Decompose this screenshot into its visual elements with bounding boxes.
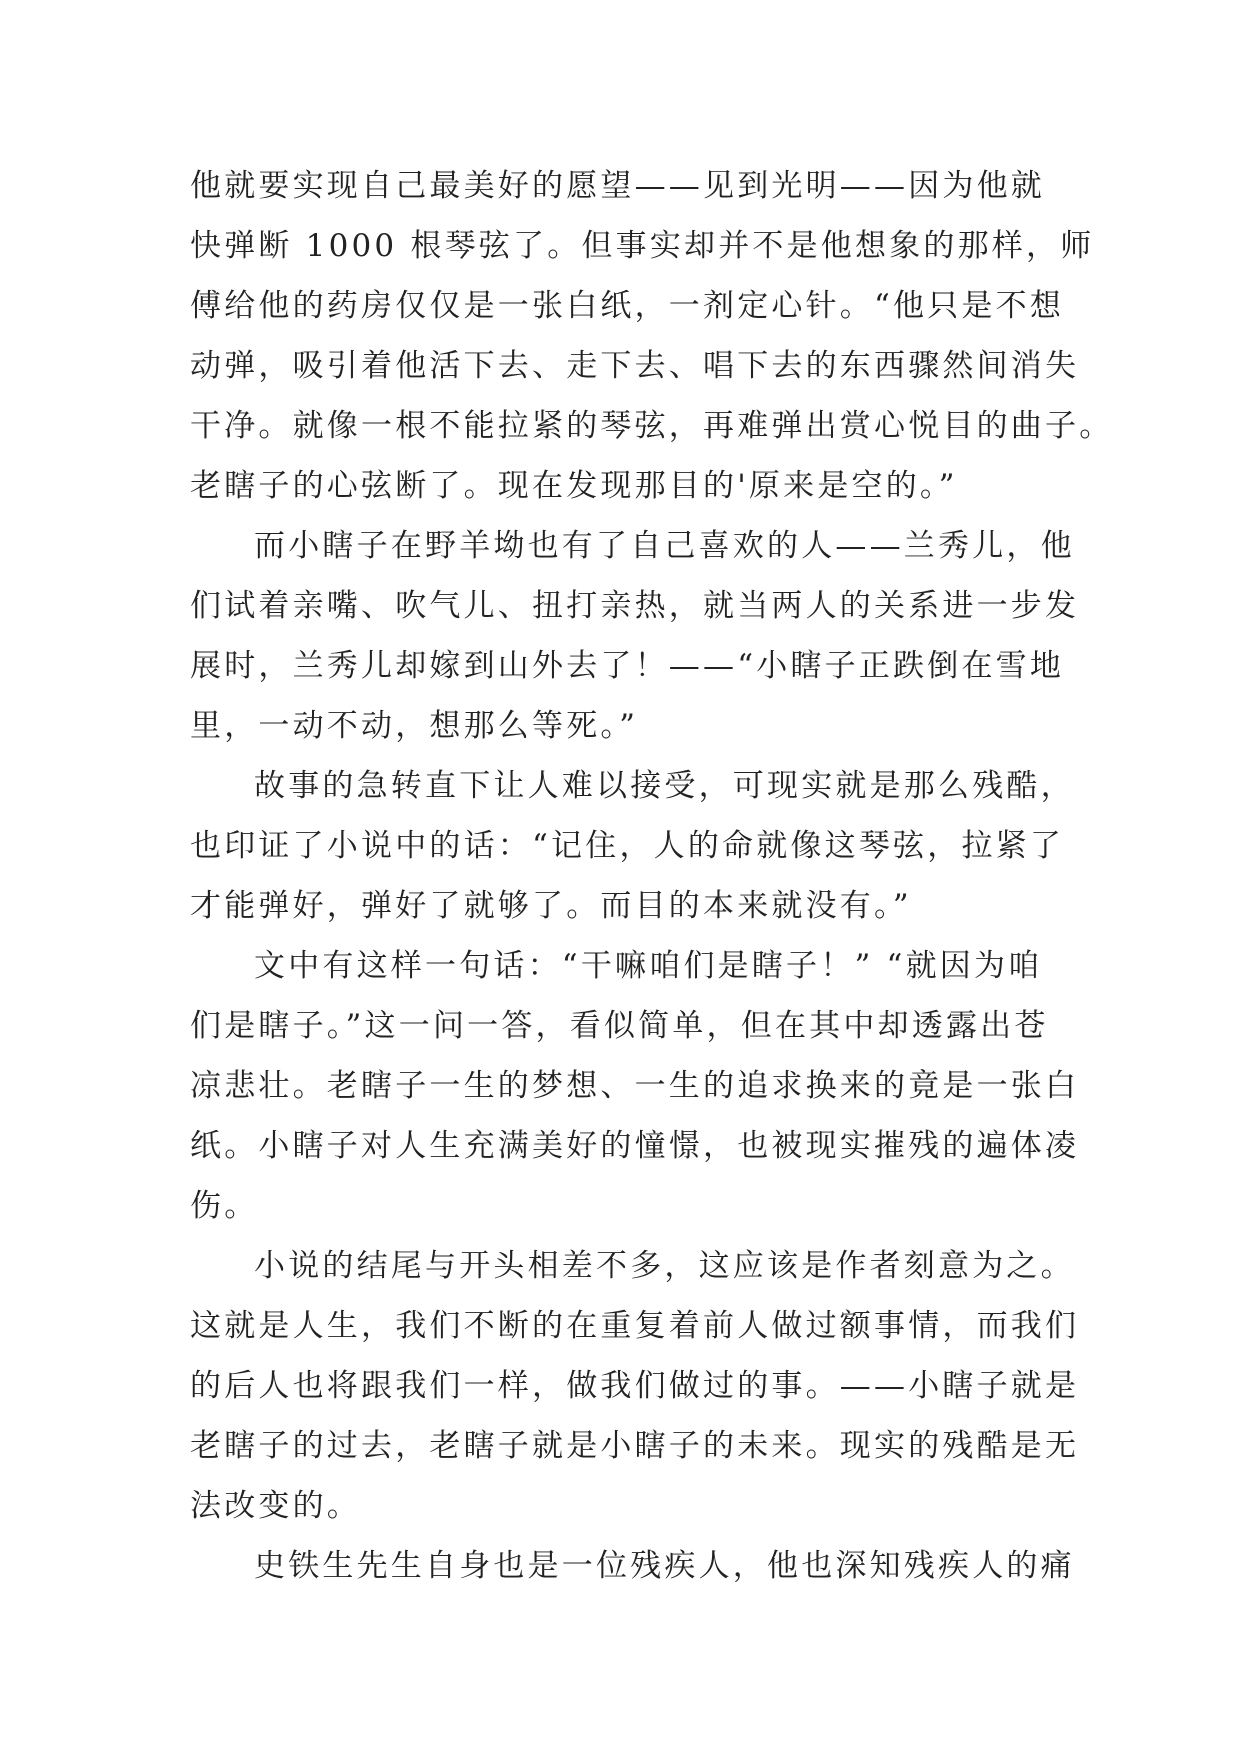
text-line: 纸。小瞎子对人生充满美好的憧憬，也被现实摧残的遍体凌 — [190, 1128, 1080, 1164]
paragraph-5 — [190, 1236, 1080, 1536]
paragraph-6 — [190, 1536, 1075, 1596]
text-line: 里，一动不动，想那么等死。” — [190, 708, 639, 744]
text-line: 也印证了小说中的话：“记住，人的命就像这琴弦，拉紧了 — [190, 828, 1065, 864]
text-line: 史铁生先生自身也是一位残疾人，他也深知残疾人的痛 — [254, 1548, 1075, 1584]
text-line: 而小瞎子在野羊坳也有了自己喜欢的人——兰秀儿，他 — [254, 528, 1075, 564]
text-line: 小说的结尾与开头相差不多，这应该是作者刻意为之。 — [254, 1248, 1075, 1284]
paragraph-2 — [190, 516, 1080, 756]
text-line: 法改变的。 — [190, 1488, 361, 1524]
document-page — [190, 156, 1114, 1596]
paragraph-3 — [190, 756, 1075, 936]
text-line: 老瞎子的心弦断了。现在发现那目的'原来是空的。” — [190, 468, 958, 504]
text-line: 傅给他的药房仅仅是一张白纸，一剂定心针。“他只是不想 — [190, 288, 1065, 324]
text-line: 展时，兰秀儿却嫁到山外去了！——“小瞎子正跌倒在雪地 — [190, 648, 1065, 684]
text-line: 们是瞎子。”这一问一答，看似简单，但在其中却透露出苍 — [190, 1008, 1049, 1044]
text-line: 文中有这样一句话：“干嘛咱们是瞎子！” “就因为咱 — [254, 948, 1043, 984]
text-line: 凉悲壮。老瞎子一生的梦想、一生的追求换来的竟是一张白 — [190, 1068, 1080, 1104]
paragraph-4 — [190, 936, 1080, 1236]
text-line: 伤。 — [190, 1188, 259, 1224]
text-line: 干净。就像一根不能拉紧的琴弦，再难弹出赏心悦目的曲子。 — [190, 408, 1114, 444]
text-line: 故事的急转直下让人难以接受，可现实就是那么残酷， — [254, 768, 1075, 804]
text-line: 快弹断 1000 根琴弦了。但事实却并不是他想象的那样，师 — [190, 228, 1095, 264]
text-line: 老瞎子的过去，老瞎子就是小瞎子的未来。现实的残酷是无 — [190, 1428, 1080, 1464]
text-line: 他就要实现自己最美好的愿望——见到光明——因为他就 — [190, 168, 1045, 204]
text-line: 这就是人生，我们不断的在重复着前人做过额事情，而我们 — [190, 1308, 1080, 1344]
text-line: 们试着亲嘴、吹气儿、扭打亲热，就当两人的关系进一步发 — [190, 588, 1080, 624]
text-line: 的后人也将跟我们一样，做我们做过的事。——小瞎子就是 — [190, 1368, 1080, 1404]
paragraph-1 — [190, 156, 1114, 516]
text-line: 动弹，吸引着他活下去、走下去、唱下去的东西骤然间消失 — [190, 348, 1080, 384]
text-line: 才能弹好，弹好了就够了。而目的本来就没有。” — [190, 888, 912, 924]
